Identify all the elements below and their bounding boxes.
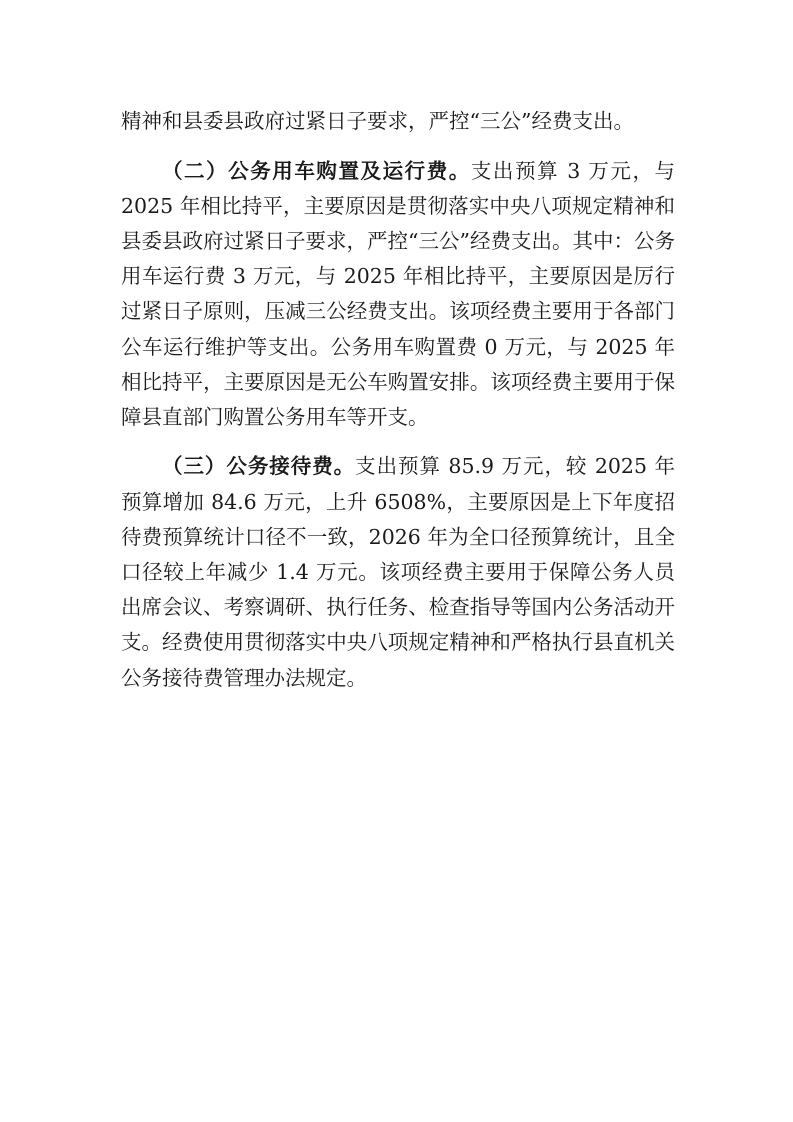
paragraph-body: 支出预算 3 万元，与 2025 年相比持平，主要原因是贯彻落实中央八项规定精神和县委县政府过紧日子要求，严控“三公”经费支出。其中：公务用车运行费 3 万元，与 2025 年相比持平，主要原因是厉行过紧日子原则，压减三公经费支出。该项经费主要用于各部门公车运行维护等支出。公务用车购置费 0 万元，与 2025 年相比持平，主要原因是无公车购置安排。该项经费主要用于保障县直部门购置公务用车等开支。 bbox=[121, 158, 676, 429]
section-heading-vehicle: （二）公务用车购置及运行费。 bbox=[162, 158, 471, 183]
section-heading-reception: （三）公务接待费。 bbox=[162, 454, 356, 479]
paragraph-reception-costs bbox=[121, 449, 675, 695]
document-body bbox=[121, 104, 675, 710]
paragraph-body: 支出预算 85.9 万元，较 2025 年预算增加 84.6 万元，上升 6508%，主要原因是上下年度招待费预算统计口径不一致，2026 年为全口径预算统计，且全口径较上年减少 1.4 万元。该项经费主要用于保障公务人员出席会议、考察调研、执行任务、检查指导等国内公务活动开支。经费使用贯彻落实中央八项规定精神和严格执行县直机关公务接待费管理办法规定。 bbox=[121, 454, 675, 690]
paragraph-continuation bbox=[121, 104, 675, 139]
paragraph-vehicle-costs bbox=[121, 154, 675, 436]
paragraph-body: 精神和县委县政府过紧日子要求，严控“三公”经费支出。 bbox=[121, 109, 634, 133]
